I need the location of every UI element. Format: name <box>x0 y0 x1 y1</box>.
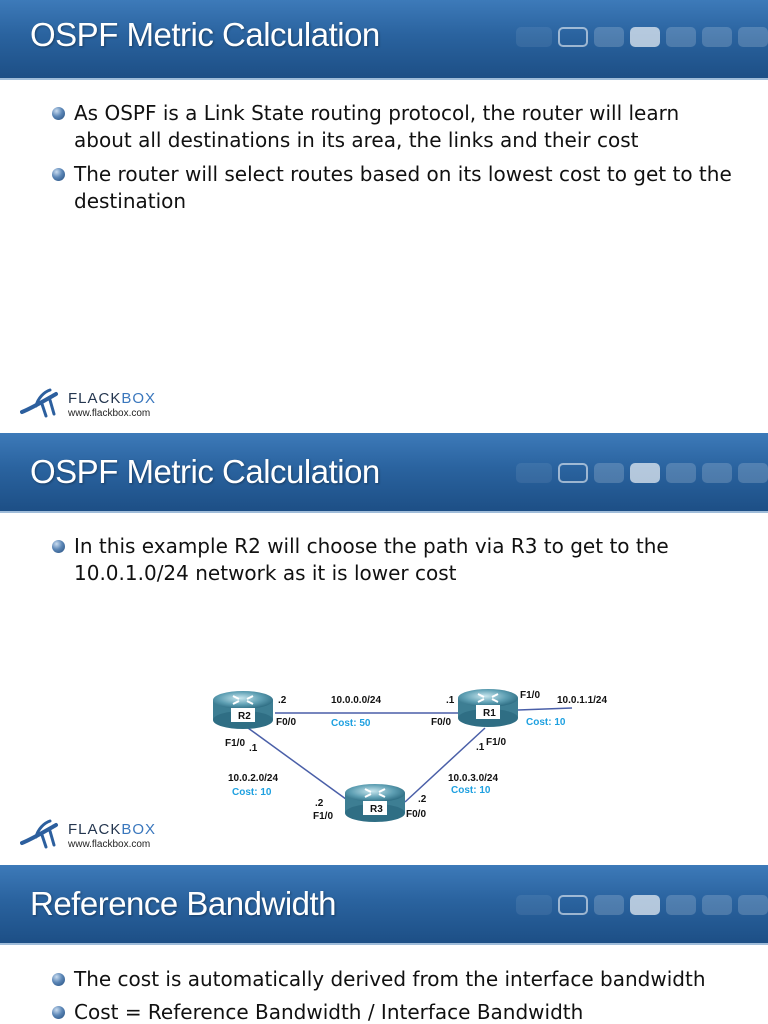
slide-1-decoration <box>516 27 768 47</box>
r2-f10: F1/0 <box>225 738 246 749</box>
slide-1 <box>0 0 768 432</box>
router-r2[interactable] <box>213 691 273 729</box>
r2-f00: F0/0 <box>276 717 297 728</box>
bullet-icon <box>52 107 65 120</box>
logo-url: www.flackbox.com <box>68 839 151 850</box>
slide-3-bullet-list <box>52 966 742 1024</box>
cost-r2-r1: Cost: 50 <box>331 718 371 729</box>
r3-f00: F0/0 <box>406 809 427 820</box>
net-r1-lan: 10.0.1.1/24 <box>557 695 608 706</box>
bullet-item: The router will select routes based on its lowest cost to get to the destination <box>52 161 742 215</box>
flackbox-bird-icon <box>20 388 68 418</box>
link-r1-lan <box>518 708 572 710</box>
cost-r2-r3: Cost: 10 <box>232 787 272 798</box>
slide-3-title-bar <box>0 865 768 945</box>
logo-wordmark: FLACKBOX <box>68 821 157 838</box>
r1-bottom-ip: .1 <box>476 742 485 753</box>
net-r2-r1: 10.0.0.0/24 <box>331 695 382 706</box>
bullet-icon <box>52 168 65 181</box>
bullet-item: In this example R2 will choose the path via R3 to get to the 10.0.1.0/24 network as it is lower cost <box>52 533 742 587</box>
net-r2-r3: 10.0.2.0/24 <box>228 773 279 784</box>
slide-1-title: OSPF Metric Calculation <box>30 16 380 53</box>
slide-1-bullet-list <box>52 100 742 222</box>
flackbox-logo <box>20 388 180 424</box>
flackbox-bird-icon <box>20 819 68 849</box>
bullet-icon <box>52 540 65 553</box>
bullet-icon <box>52 1006 65 1019</box>
net-r3-r1: 10.0.3.0/24 <box>448 773 499 784</box>
bullet-icon <box>52 973 65 986</box>
bullet-item: As OSPF is a Link State routing protocol, the router will learn about all destinations in its area, the links and their cost <box>52 100 742 154</box>
network-diagram <box>200 680 640 840</box>
r1-f00: F0/0 <box>431 717 452 728</box>
slide-2-title: OSPF Metric Calculation <box>30 453 380 490</box>
slide-2-decoration <box>516 463 768 483</box>
bullet-item: Cost = Reference Bandwidth / Interface Bandwidth <box>52 999 742 1024</box>
r3-right-ip: .2 <box>418 794 427 805</box>
logo-wordmark: FLACKBOX <box>68 390 157 407</box>
router-r3-label: R3 <box>370 804 383 815</box>
r1-left-ip: .1 <box>446 695 455 706</box>
slide-2-bullet-list <box>52 533 742 594</box>
slide-1-title-bar <box>0 0 768 80</box>
r1-f10-top: F1/0 <box>520 690 541 701</box>
slide-3-decoration <box>516 895 768 915</box>
r3-f10: F1/0 <box>313 811 334 822</box>
flackbox-logo <box>20 819 180 855</box>
slide-2 <box>0 433 768 864</box>
slide-3-title: Reference Bandwidth <box>30 885 337 922</box>
router-r1-label: R1 <box>483 708 496 719</box>
r2-top-ip: .2 <box>278 695 287 706</box>
cost-r3-r1: Cost: 10 <box>451 785 491 796</box>
slide-2-title-bar <box>0 433 768 513</box>
r1-f10-bottom: F1/0 <box>486 737 507 748</box>
r3-left-ip: .2 <box>315 798 324 809</box>
router-r3[interactable] <box>345 784 405 822</box>
logo-url: www.flackbox.com <box>68 408 151 419</box>
router-r1[interactable] <box>458 689 518 727</box>
r2-bottom-ip: .1 <box>249 743 258 754</box>
bullet-item: The cost is automatically derived from the interface bandwidth <box>52 966 742 993</box>
cost-r1-lan: Cost: 10 <box>526 717 566 728</box>
slide-3 <box>0 865 768 1024</box>
router-r2-label: R2 <box>238 711 251 722</box>
